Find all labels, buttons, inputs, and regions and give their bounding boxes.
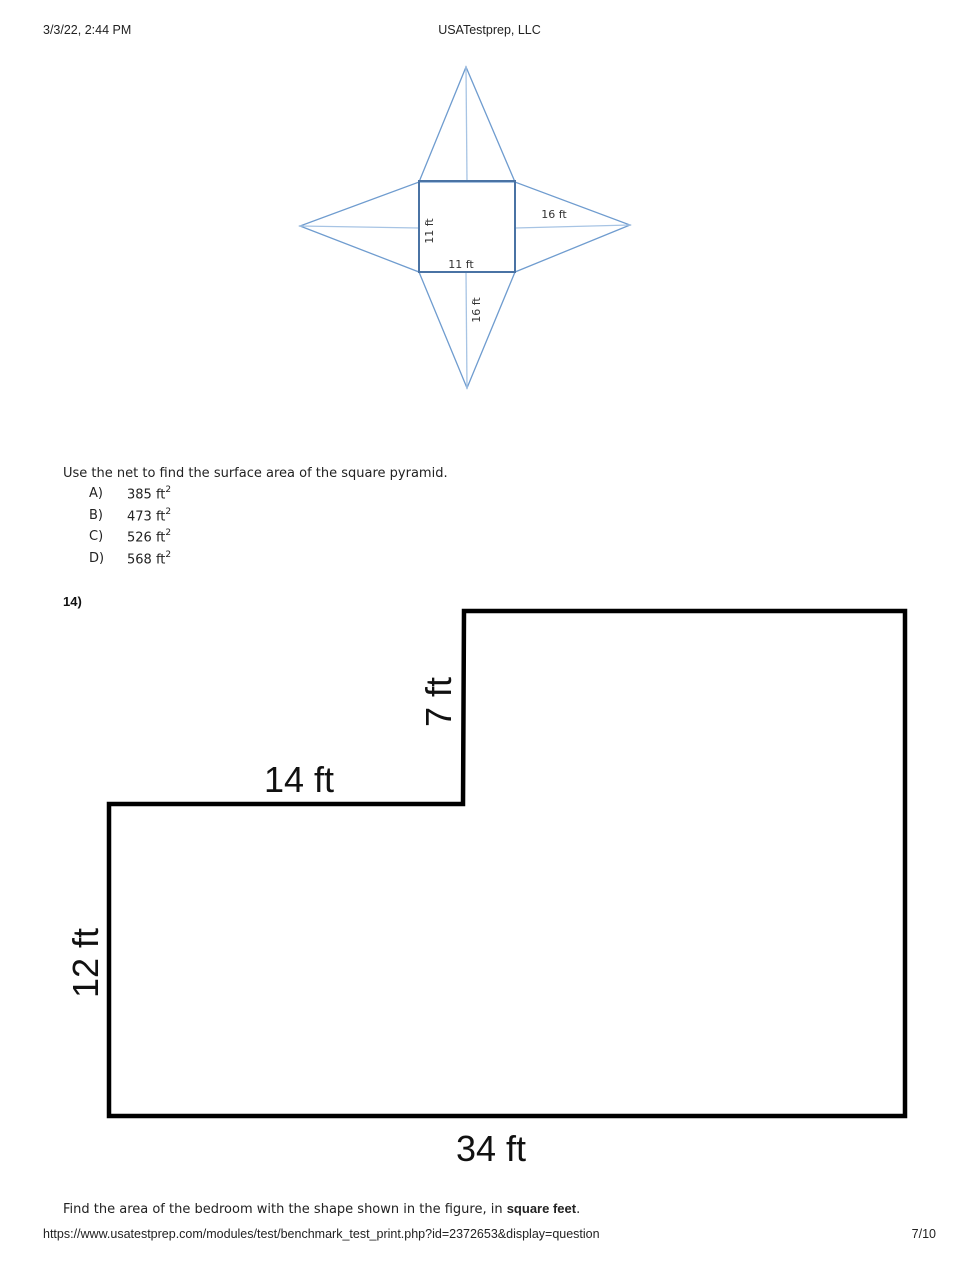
page-number: 7/10 [911,1227,936,1241]
right-triangle-height [515,225,630,228]
print-site-title: USATestprep, LLC [438,23,541,37]
choice-letter: C) [89,529,104,545]
left-triangle-height [300,226,419,228]
choice-value: 473 ft [127,509,166,525]
bedroom-outline [109,611,905,1116]
choice-value: 385 ft [127,487,166,503]
exponent: 2 [165,506,172,517]
exponent: 2 [165,528,172,539]
choice-letter: B) [89,507,103,523]
bottom-triangle-height [466,272,467,388]
exponent: 2 [165,550,172,561]
question-14-prompt [63,1201,580,1217]
top-step-length-label: 14 ft [263,759,335,800]
slant-height-bottom-label: 16 ft [470,297,483,323]
question-13-prompt: Use the net to find the surface area of the square pyramid. [63,466,448,481]
exponent: 2 [165,485,172,495]
bottom-length-label: 34 ft [455,1128,527,1169]
top-triangle-height [466,67,467,182]
left-side-length-label: 12 ft [65,927,106,999]
pyramid-net-figure [0,0,979,460]
choice-value: 568 ft [127,552,166,568]
base-side-label: 11 ft [423,218,436,244]
prompt-end: . [576,1202,581,1217]
base-bottom-label: 11 ft [448,258,474,271]
slant-height-right-label: 16 ft [541,208,567,221]
choice-letter: D) [89,551,105,567]
prompt-text: Find the area of the bedroom with the shape shown in the figure, in [63,1202,507,1217]
print-datetime: 3/3/22, 2:44 PM [43,23,132,37]
choice-value: 526 ft [127,530,166,546]
riser-length-label: 7 ft [418,676,459,728]
question-14-number: 14) [63,594,82,609]
prompt-emphasis: square feet [506,1201,577,1216]
page-url: https://www.usatestprep.com/modules/test/benchmark_test_print.php?id=2372653&display=question [43,1227,600,1241]
choice-letter: A) [89,486,103,501]
